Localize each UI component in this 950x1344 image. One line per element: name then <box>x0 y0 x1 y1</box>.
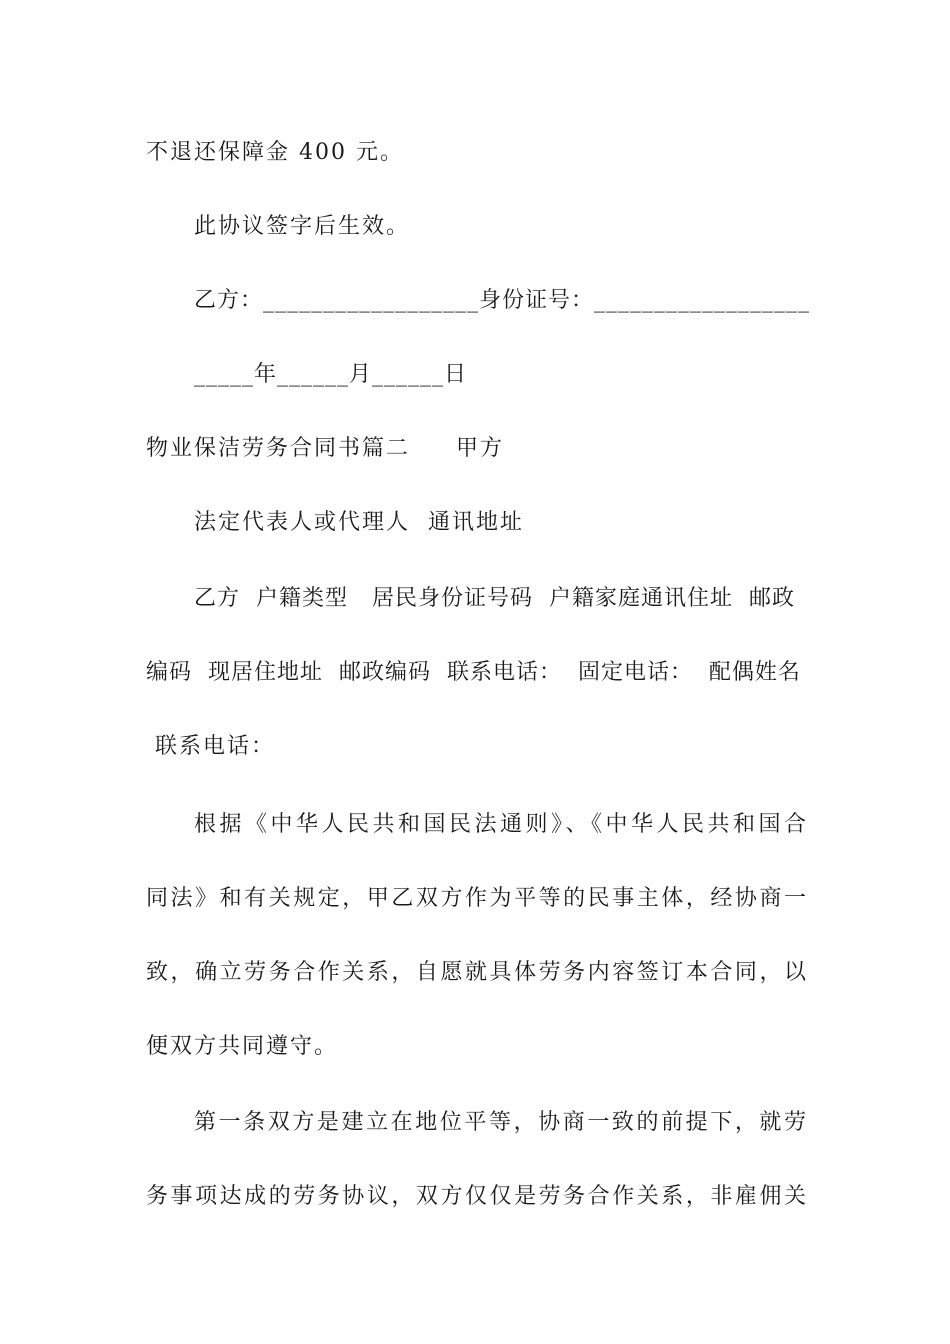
section-heading <box>146 434 806 464</box>
text-line-deposit: 不退还保障金 400 元。 <box>146 140 404 165</box>
text-line-representative: 法定代表人或代理人 通讯地址 <box>194 510 524 535</box>
party-a-label: 甲方 <box>456 436 505 461</box>
article-one-line-1: 第一条双方是建立在地位平等，协商一致的前提下，就劳 <box>194 1110 806 1135</box>
paragraph-basis-line-4: 便双方共同遵守。 <box>146 1034 339 1059</box>
text-line-effective: 此协议签字后生效。 <box>194 214 411 239</box>
text-line-party-b-signature: 乙方：__________________身份证号：__________________ <box>194 288 811 313</box>
paragraph-basis-line-1: 根据《中华人民共和国民法通则》、《中华人民共和国合 <box>194 812 806 837</box>
paragraph-basis-line-2: 同法》和有关规定，甲乙双方作为平等的民事主体，经协商一 <box>146 886 806 911</box>
text-line-contact-phone: 联系电话： <box>146 734 275 759</box>
text-line-date: _____年______月______日 <box>194 362 468 387</box>
section-title: 物业保洁劳务合同书篇二 <box>146 436 411 461</box>
text-line-contact-fields: 编码 现居住地址 邮政编码 联系电话： 固定电话： 配偶姓名 <box>146 660 801 685</box>
paragraph-basis-line-3: 致，确立劳务合作关系，自愿就具体劳务内容签订本合同，以 <box>146 960 806 985</box>
article-one-line-2: 务事项达成的劳务协议，双方仅仅是劳务合作关系，非雇佣关 <box>146 1184 806 1209</box>
text-line-party-b-fields: 乙方 户籍类型 居民身份证号码 户籍家庭通讯住址 邮政 <box>194 586 795 611</box>
